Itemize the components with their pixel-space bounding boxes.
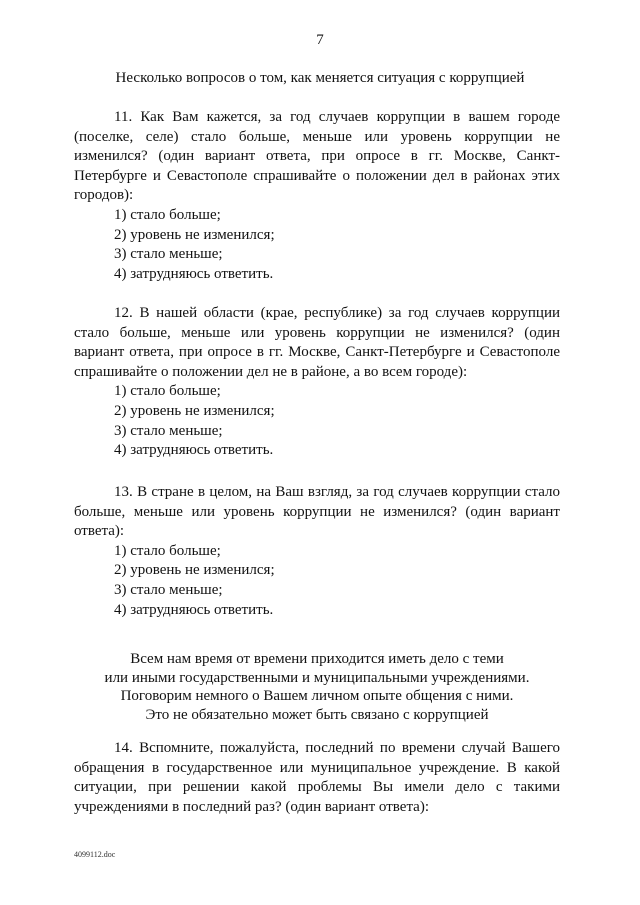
intro-line: или иными государственными и муниципальными учреждениями.: [104, 669, 530, 686]
answer-option: 1) стало больше;: [114, 542, 221, 559]
answer-option: 3) стало меньше;: [114, 246, 223, 263]
question-14: [74, 739, 560, 817]
section-heading: Несколько вопросов о том, как меняется ситуация с коррупцией: [115, 70, 525, 86]
question-text: 12. В нашей области (крае, республике) за год случаев коррупции стало больше, меньше или уровень коррупции не изменился? (один вариант ответа, при опросе в гг. Москве, Санкт-Петербурге и Севастополе спрашивайте о положении дел не в районе, а во всем городе):: [74, 305, 560, 380]
answer-options: [74, 382, 560, 460]
question-text: 14. Вспомните, пожалуйста, последний по времени случай Вашего обращения в государственное или муниципальное учреждение. В какой ситуации, при решении какой проблемы Вы имели дело с такими учреждениями в последний раз? (один вариант ответа):: [74, 740, 560, 815]
intro-line: Поговорим немного о Вашем личном опыте общения с ними.: [120, 688, 514, 704]
answer-option: 3) стало меньше;: [114, 422, 223, 439]
question-text: 13. В стране в целом, на Ваш взгляд, за год случаев коррупции стало больше, меньше или уровень коррупции не изменился? (один вариант ответа):: [74, 484, 560, 540]
answer-option: 4) затрудняюсь ответить.: [114, 442, 274, 459]
answer-option: 2) уровень не изменился;: [114, 562, 275, 579]
document-code: 4099112.doc: [74, 850, 116, 859]
page-number: 7: [316, 32, 324, 48]
question-11: [74, 108, 560, 284]
answer-option: 4) затрудняюсь ответить.: [114, 601, 274, 618]
answer-option: 3) стало меньше;: [114, 581, 223, 598]
answer-options: [74, 542, 560, 620]
answer-option: 2) уровень не изменился;: [114, 402, 275, 419]
intro-line: Всем нам время от времени приходится иметь дело с теми: [130, 651, 504, 667]
answer-options: [74, 206, 560, 284]
section-intro: [74, 650, 560, 724]
intro-line: Это не обязательно может быть связано с коррупцией: [145, 706, 489, 723]
question-text: 11. Как Вам кажется, за год случаев коррупции в вашем городе (поселке, селе) стало больше, меньше или уровень коррупции не изменился? (один вариант ответа, при опросе в гг. Москве, Санкт-Петербурге и Севастополе спрашивайте о положении дел в районах этих городов):: [74, 109, 560, 204]
question-12: [74, 304, 560, 461]
answer-option: 2) уровень не изменился;: [114, 226, 275, 243]
answer-option: 1) стало больше;: [114, 206, 221, 223]
answer-option: 4) затрудняюсь ответить.: [114, 265, 274, 282]
question-13: [74, 483, 560, 620]
answer-option: 1) стало больше;: [114, 383, 221, 400]
